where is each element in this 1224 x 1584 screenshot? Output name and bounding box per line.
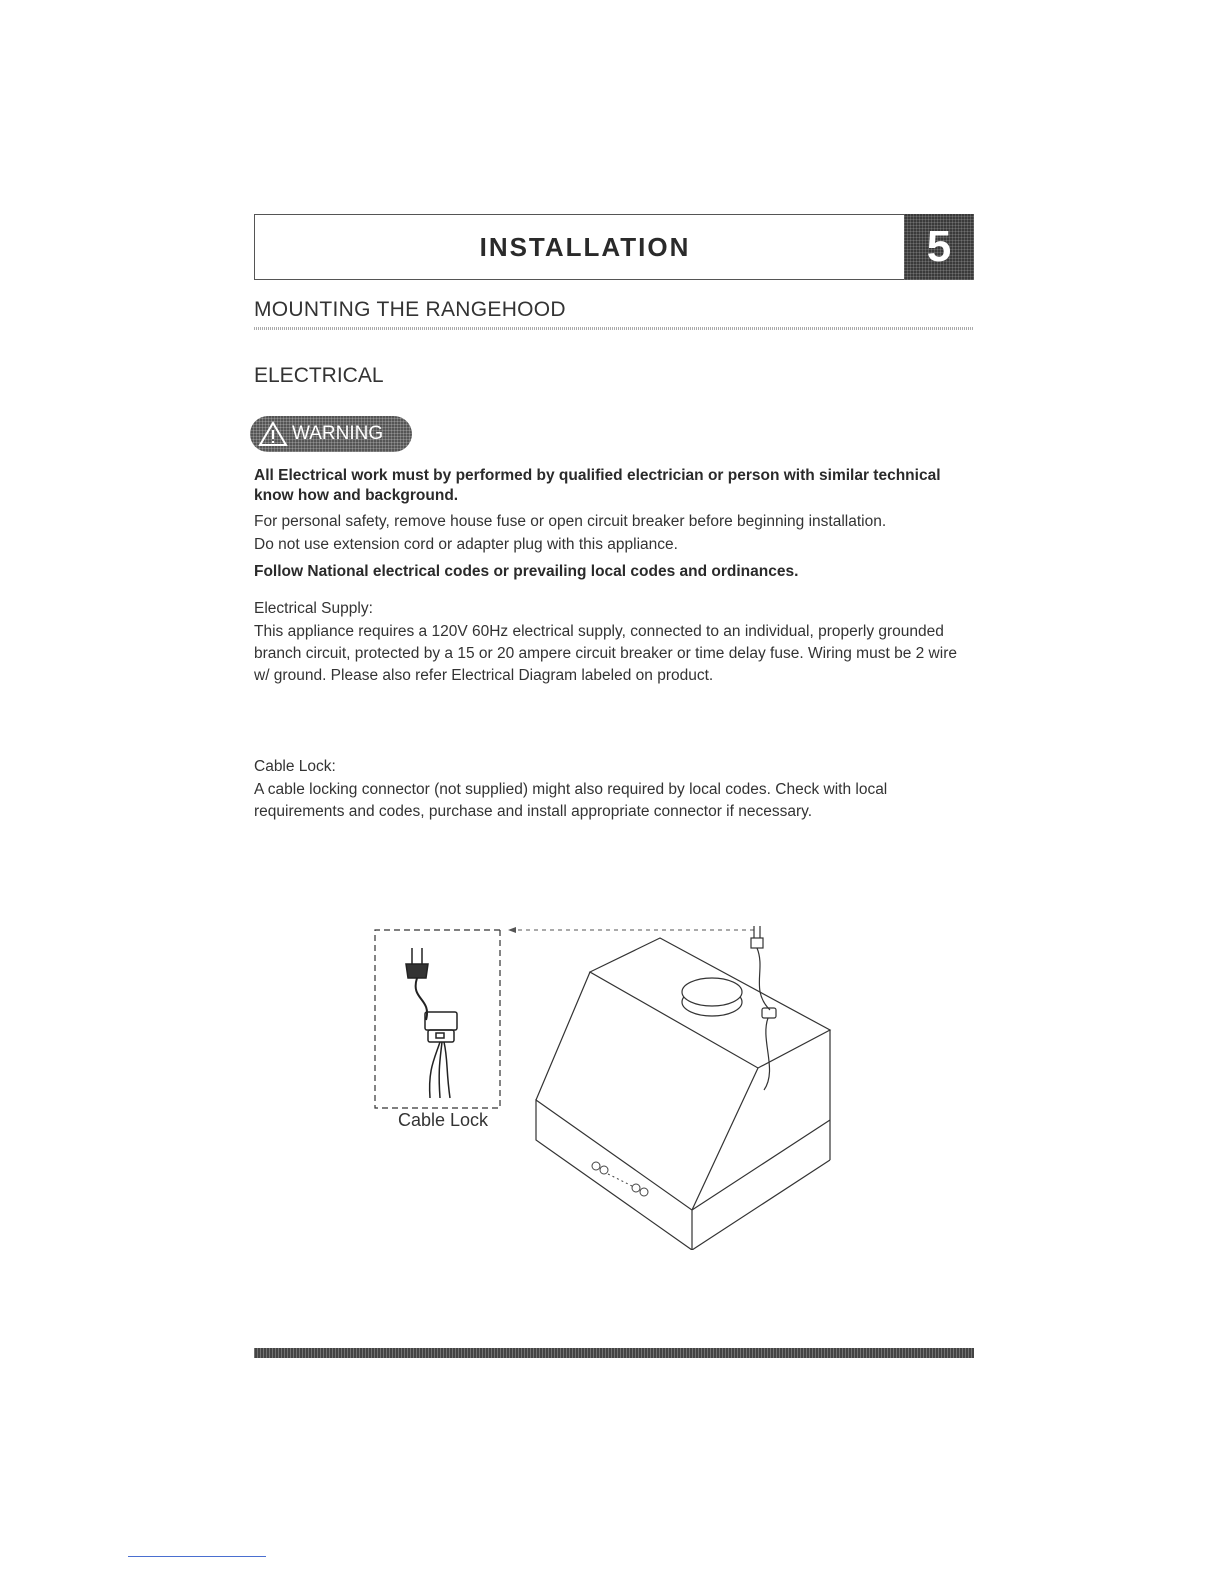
plug-icon <box>406 948 457 1098</box>
warning-text-qualified: All Electrical work must by performed by qualified electrician or person with similar technical know how and background. <box>254 467 941 504</box>
footer-divider <box>254 1348 974 1358</box>
duct-collar <box>682 978 742 1016</box>
cable-lock-heading: Cable Lock: <box>254 758 336 775</box>
electrical-supply-heading: Electrical Supply: <box>254 600 373 617</box>
warning-label: WARNING <box>292 423 384 444</box>
chapter-number-badge: 5 <box>904 214 974 280</box>
warning-text-codes: Follow National electrical codes or prevailing local codes and ordinances. <box>254 563 799 580</box>
section-header <box>254 214 974 280</box>
section-title: MOUNTING THE RANGEHOOD <box>254 298 566 321</box>
warning-text-fuse: For personal safety, remove house fuse or open circuit breaker before beginning installation. <box>254 513 887 530</box>
page-title: INSTALLATION <box>479 232 691 262</box>
electrical-supply-body: This appliance requires a 120V 60Hz electrical supply, connected to an individual, properly grounded branch circuit, protected by a 15 or 20 ampere circuit breaker or time delay fuse. Wiring must be 2 wire w/ ground. Please also refer Electrical Diagram labeled on product. <box>254 623 957 684</box>
subsection-title: ELECTRICAL <box>254 364 384 387</box>
warning-triangle-icon <box>258 421 288 447</box>
rangehood-illustration <box>370 920 850 1250</box>
inset-box-outline <box>375 930 500 1108</box>
bottom-link-underline <box>128 1556 266 1557</box>
cable-lock-body: A cable locking connector (not supplied) might also required by local codes. Check with local requirements and codes, purchase and install appropriate connector if necessary. <box>254 781 888 820</box>
rangehood-body <box>536 938 830 1250</box>
figure-caption: Cable Lock <box>398 1110 489 1130</box>
warning-badge <box>250 416 412 452</box>
warning-text-extension: Do not use extension cord or adapter plug with this appliance. <box>254 536 678 553</box>
section-divider <box>254 327 974 330</box>
control-panel <box>592 1162 648 1196</box>
